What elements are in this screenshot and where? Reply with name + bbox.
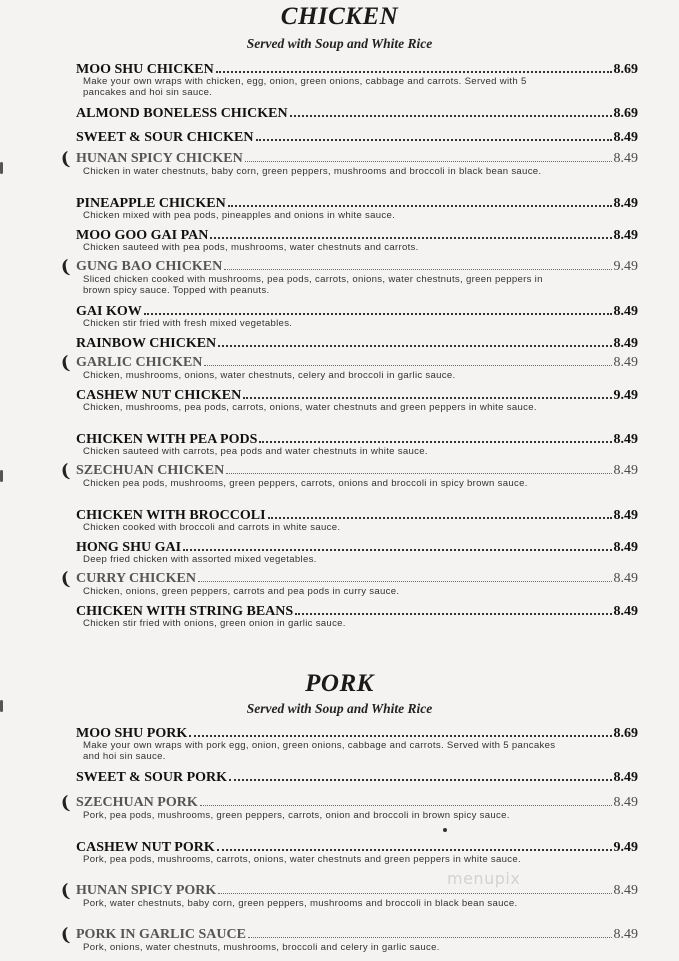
menu-item-price: 8.49 [613, 463, 638, 478]
binder-hole-mark [0, 162, 3, 174]
menu-item [76, 602, 638, 630]
menu-item-description: Chicken sauteed with carrots, pea pods and water chestnuts in white sauce. [83, 446, 428, 457]
menu-item-price: 8.49 [613, 540, 638, 555]
menupix-watermark: menupix [447, 869, 521, 888]
menu-item-price: 8.49 [613, 355, 638, 370]
dot-leader [218, 334, 611, 347]
dot-leader [204, 354, 611, 366]
menu-item-price: 8.49 [613, 196, 638, 211]
menu-item-name: HUNAN SPICY PORK [76, 883, 217, 898]
menu-item-header [76, 794, 638, 811]
menu-item-name: CHICKEN WITH BROCCOLI [76, 508, 266, 523]
menu-item-header [76, 602, 638, 619]
chicken-section-title: CHICKEN [280, 3, 399, 30]
menu-item-description: Make your own wraps with pork egg, onion, green onions, cabbage and carrots. Served with 5 pancakes and hoi sin sauce. [83, 740, 556, 762]
menu-item-header [76, 386, 638, 403]
menu-item-description: Chicken, mushrooms, onions, water chestnuts, celery and broccoli in garlic sauce. [83, 370, 456, 381]
menu-item-description: Chicken stir fried with onions, green onion in garlic sauce. [83, 618, 346, 629]
dot-leader [226, 462, 611, 474]
binder-hole-mark [0, 470, 3, 482]
menu-item-name: RAINBOW CHICKEN [76, 336, 217, 351]
pork-section-title: PORK [305, 670, 374, 697]
menu-item [76, 128, 638, 145]
menu-item-price: 8.49 [613, 432, 638, 447]
menu-item-description: Pork, onions, water chestnuts, mushrooms, broccoli and celery in garlic sauce. [83, 942, 440, 953]
menu-item [59, 460, 638, 490]
menu-item-price: 8.69 [613, 62, 638, 77]
stray-mark [443, 828, 447, 832]
menu-item [76, 538, 638, 566]
menu-item-price: 8.49 [613, 795, 638, 810]
menu-item [59, 880, 638, 910]
menu-item-description: Deep fried chicken with assorted mixed vegetables. [83, 554, 317, 565]
menu-item-header [76, 334, 638, 351]
menu-item-name: ALMOND BONELESS CHICKEN [76, 106, 288, 121]
dot-leader [200, 794, 612, 806]
menu-item-header [76, 538, 638, 555]
dot-leader [243, 386, 611, 399]
menu-item [76, 334, 638, 351]
menu-item-price: 8.49 [613, 228, 638, 243]
dot-leader [189, 724, 611, 737]
dot-leader [295, 602, 611, 615]
dot-leader [268, 506, 612, 519]
menu-item-name: HONG SHU GAI [76, 540, 182, 555]
menu-item-header [76, 194, 638, 211]
menu-item-name: MOO SHU CHICKEN [76, 62, 214, 77]
menu-item-price: 8.49 [613, 508, 638, 523]
menu-item-price: 9.49 [613, 388, 638, 403]
menu-item [59, 792, 638, 822]
menu-item-description: Chicken in water chestnuts, baby corn, green peppers, mushrooms and broccoli in black bean sauce. [83, 166, 542, 177]
menu-item-price: 8.49 [613, 130, 638, 145]
menu-item-description: Sliced chicken cooked with mushrooms, pea pods, carrots, onions, water chestnuts, green peppers in brown spicy sauce. Topped with peanuts. [83, 274, 543, 296]
menu-item-price: 8.49 [613, 927, 638, 942]
menu-item [59, 568, 638, 598]
menu-item [59, 352, 638, 382]
pepper-mark-icon: ( [59, 792, 71, 815]
dot-leader [198, 570, 612, 582]
menu-item-header [76, 768, 638, 785]
menu-item-description: Chicken stir fried with fresh mixed vegetables. [83, 318, 293, 329]
menu-item [76, 838, 638, 866]
pepper-mark-icon: ( [59, 460, 71, 483]
menu-item-name: CHICKEN WITH PEA PODS [76, 432, 258, 447]
menu-item-header [76, 838, 638, 855]
menu-item-name: SWEET & SOUR PORK [76, 770, 228, 785]
menu-item-name: HUNAN SPICY CHICKEN [76, 151, 243, 166]
menu-item-price: 8.49 [613, 304, 638, 319]
pepper-mark-icon: ( [59, 924, 71, 947]
menu-item-name: CASHEW NUT CHICKEN [76, 388, 242, 403]
menu-item-header [76, 462, 638, 479]
menu-item [59, 256, 638, 296]
menu-item-name: CURRY CHICKEN [76, 571, 196, 586]
menu-item-header [76, 150, 638, 167]
pepper-mark-icon: ( [59, 148, 71, 171]
menu-item-description: Chicken pea pods, mushrooms, green peppers, carrots, onions and broccoli in spicy brown sauce. [83, 478, 528, 489]
menu-item-description: Chicken cooked with broccoli and carrots in white sauce. [83, 522, 341, 533]
menu-item-price: 8.49 [613, 571, 638, 586]
menu-item-price: 8.49 [613, 336, 638, 351]
menu-item-header [76, 128, 638, 145]
menu-item-name: MOO GOO GAI PAN [76, 228, 209, 243]
dot-leader [228, 194, 612, 207]
menu-item-header [76, 724, 638, 741]
dot-leader [217, 838, 612, 851]
dot-leader [183, 538, 611, 551]
pepper-mark-icon: ( [59, 568, 71, 591]
menu-item [59, 924, 638, 954]
menu-item-header [76, 302, 638, 319]
menu-item-name: SZECHUAN PORK [76, 795, 198, 810]
menu-item [76, 724, 638, 762]
menu-item-header [76, 882, 638, 899]
dot-leader [259, 430, 611, 443]
dot-leader [248, 926, 612, 938]
menu-item-header [76, 104, 638, 121]
pepper-mark-icon: ( [59, 352, 71, 375]
chicken-section-subtitle: Served with Soup and White Rice [246, 36, 433, 51]
menu-item [76, 226, 638, 254]
dot-leader [218, 882, 611, 894]
pork-section-subtitle: Served with Soup and White Rice [246, 701, 433, 716]
dot-leader [256, 128, 612, 141]
menu-item [76, 194, 638, 222]
menu-item [76, 104, 638, 121]
pepper-mark-icon: ( [59, 880, 71, 903]
menu-item-price: 8.69 [613, 106, 638, 121]
menu-item-header [76, 570, 638, 587]
menu-item-header [76, 258, 638, 275]
dot-leader [224, 258, 611, 270]
menu-item [59, 148, 638, 178]
menu-item-name: PORK IN GARLIC SAUCE [76, 927, 246, 942]
menu-item-header [76, 430, 638, 447]
menu-item-description: Pork, pea pods, mushrooms, green peppers, carrots, onion and broccoli in brown spicy sauce. [83, 810, 510, 821]
menu-item-name: MOO SHU PORK [76, 726, 188, 741]
menu-item-price: 8.69 [613, 726, 638, 741]
menu-item-description: Chicken sauteed with pea pods, mushrooms, water chestnuts and carrots. [83, 242, 419, 253]
menu-item [76, 302, 638, 330]
menu-item-name: CHICKEN WITH STRING BEANS [76, 604, 294, 619]
dot-leader [216, 60, 612, 73]
menu-item [76, 430, 638, 458]
menu-item-price: 9.49 [613, 840, 638, 855]
menu-item-name: PINEAPPLE CHICKEN [76, 196, 226, 211]
dot-leader [245, 150, 612, 162]
menu-item-price: 8.49 [613, 151, 638, 166]
menu-item-name: GARLIC CHICKEN [76, 355, 203, 370]
dot-leader [144, 302, 612, 315]
menu-item-description: Chicken, onions, green peppers, carrots and pea pods in curry sauce. [83, 586, 400, 597]
dot-leader [210, 226, 611, 239]
menu-item-header [76, 60, 638, 77]
menu-item-header [76, 506, 638, 523]
menu-item-price: 8.49 [613, 604, 638, 619]
menu-item-description: Pork, pea pods, mushrooms, carrots, onions, water chestnuts and green peppers in white sauce. [83, 854, 521, 865]
menu-item-description: Pork, water chestnuts, baby corn, green peppers, mushrooms and broccoli in black bean sauce. [83, 898, 518, 909]
pepper-mark-icon: ( [59, 256, 71, 279]
menu-item-name: CASHEW NUT PORK [76, 840, 215, 855]
menu-item-name: SWEET & SOUR CHICKEN [76, 130, 254, 145]
menu-item-name: SZECHUAN CHICKEN [76, 463, 225, 478]
menu-item-header [76, 354, 638, 371]
dot-leader [290, 104, 612, 117]
menu-item-description: Chicken mixed with pea pods, pineapples and onions in white sauce. [83, 210, 396, 221]
dot-leader [229, 768, 611, 781]
menu-item [76, 506, 638, 534]
menu-item-description: Chicken, mushrooms, pea pods, carrots, onions, water chestnuts and green peppers in white sauce. [83, 402, 537, 413]
menu-item-price: 8.49 [613, 883, 638, 898]
menu-item-name: GAI KOW [76, 304, 142, 319]
menu-item [76, 386, 638, 414]
binder-hole-mark [0, 700, 3, 712]
menu-item [76, 60, 638, 98]
menu-item-header [76, 926, 638, 943]
menu-item [76, 768, 638, 785]
menu-item-header [76, 226, 638, 243]
menu-item-description: Make your own wraps with chicken, egg, onion, green onions, cabbage and carrots. Served with 5 pancakes and hoi sin sauce. [83, 76, 527, 98]
menu-item-price: 8.49 [613, 770, 638, 785]
menu-item-price: 9.49 [613, 259, 638, 274]
menu-item-name: GUNG BAO CHICKEN [76, 259, 223, 274]
